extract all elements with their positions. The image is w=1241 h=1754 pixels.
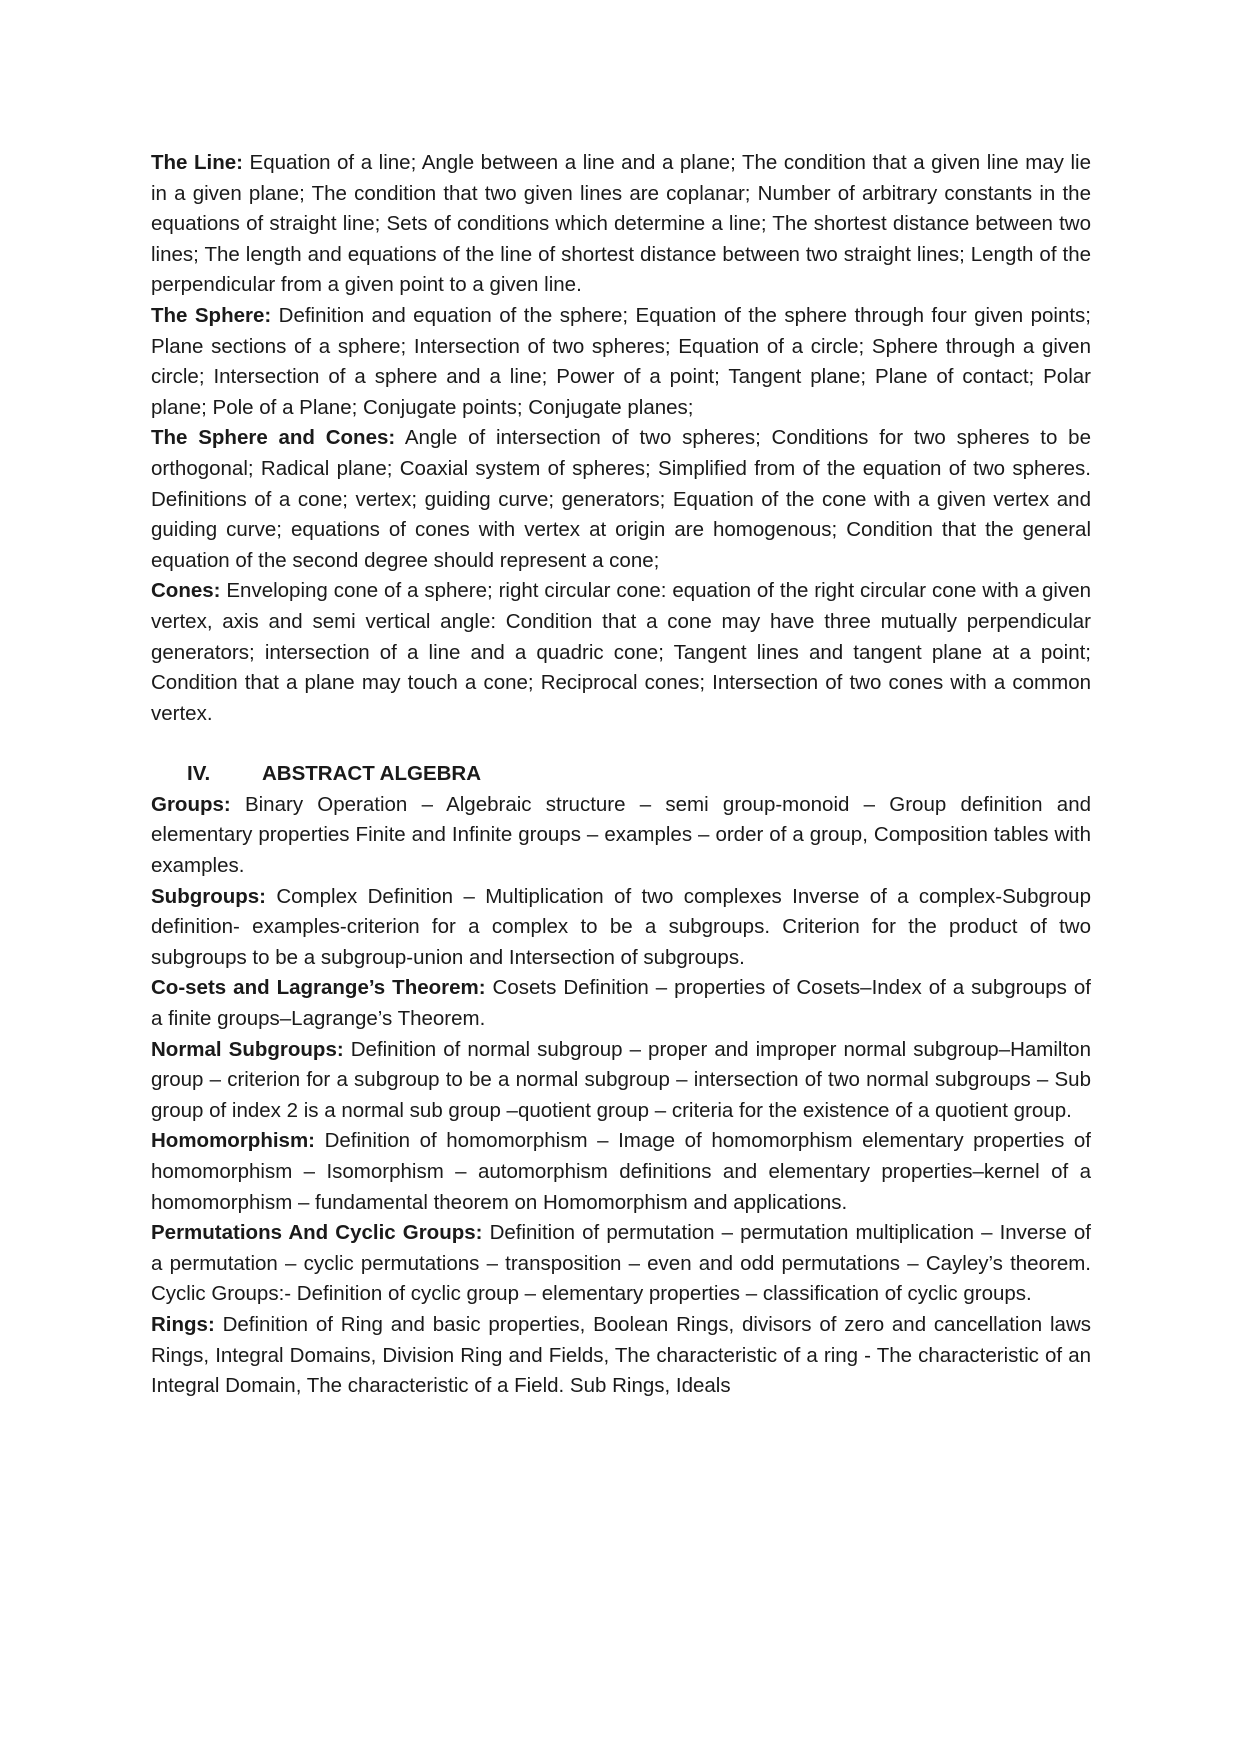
paragraph-text: Definition of permutation – permutation multiplication – Inverse of a permutation – cyclic permutations – transposition – even and odd permutations – Cayley’s theorem. Cyclic Groups:- Definition of cyclic group – elementary properties – classification of cyclic groups. — [151, 1221, 1091, 1306]
section-number: IV. — [187, 762, 211, 786]
paragraph-heading: The Line: — [151, 151, 243, 174]
paragraph-heading: The Sphere and Cones: — [151, 426, 396, 450]
paragraph-rings — [151, 1310, 1091, 1402]
paragraph-the-sphere — [151, 301, 1091, 423]
paragraph-text: Binary Operation – Algebraic structure – semi group-monoid – Group definition and elementary properties Finite and Infinite groups – examples – order of a group, Composition tables with examples. — [151, 792, 1091, 878]
paragraph-text: Angle of intersection of two spheres; Conditions for two spheres to be orthogonal; Radical plane; Coaxial system of spheres; Simplified from of the equation of two spheres. Definitions of a cone; vertex; guiding curve; generators; Equation of the cone with a given vertex and guiding curve; equations of cones with vertex at origin are homogenous; Condition that the general equation of the second degree should represent a cone; — [151, 426, 1091, 572]
paragraph-cosets — [151, 973, 1091, 1034]
paragraph-cones — [151, 576, 1091, 729]
paragraph-groups — [151, 790, 1091, 882]
paragraph-heading: Co-sets and Lagrange’s Theorem: — [151, 976, 486, 1000]
paragraph-homomorphism — [151, 1126, 1091, 1218]
paragraph-text: Definition of homomorphism – Image of homomorphism elementary properties of homomorphism – Isomorphism – automorphism definitions and elementary properties–kernel of a homomorphism – fundamental theorem on Homomorphism and applications. — [151, 1129, 1091, 1214]
document-page — [151, 148, 1091, 1402]
paragraph-heading: Normal Subgroups: — [151, 1037, 344, 1061]
paragraph-heading: Subgroups: — [151, 884, 267, 908]
paragraph-text: Definition and equation of the sphere; Equation of the sphere through four given points; Plane sections of a sphere; Intersection of two spheres; Equation of a circle; Sphere through a given circle; Intersection of a sphere and a line; Power of a point; Tangent plane; Plane of contact; Polar plane; Pole of a Plane; Conjugate points; Conjugate planes; — [151, 303, 1091, 419]
paragraph-heading: Homomorphism: — [151, 1129, 315, 1153]
paragraph-heading: Rings: — [151, 1312, 215, 1336]
paragraph-the-line — [151, 148, 1091, 301]
paragraph-subgroups — [151, 882, 1091, 974]
section-title: ABSTRACT ALGEBRA — [262, 762, 482, 786]
paragraph-text: Complex Definition – Multiplication of two complexes Inverse of a complex-Subgroup definition- examples-criterion for a complex to be a subgroups. Criterion for the product of two subgroups to be a subgroup-union and Intersection of subgroups. — [151, 884, 1091, 969]
paragraph-text: Cosets Definition – properties of Cosets–Index of a subgroups of a finite groups–Lagrange’s Theorem. — [151, 976, 1091, 1031]
paragraph-permutations — [151, 1218, 1091, 1310]
paragraph-text: Enveloping cone of a sphere; right circular cone: equation of the right circular cone with a given vertex, axis and semi vertical angle: Condition that a cone may have three mutually perpendicular generators; intersection of a line and a quadric cone; Tangent lines and tangent plane at a point; Condition that a plane may touch a cone; Reciprocal cones; Intersection of two cones with a common vertex. — [151, 579, 1091, 725]
paragraph-heading: Permutations And Cyclic Groups: — [151, 1221, 483, 1245]
paragraph-heading: Cones: — [151, 579, 221, 603]
paragraph-sphere-and-cones — [151, 423, 1091, 576]
paragraph-text: Definition of normal subgroup – proper and improper normal subgroup–Hamilton group – criterion for a subgroup to be a normal subgroup – intersection of two normal subgroups – Sub group of index 2 is a normal sub group –quotient group – criteria for the existence of a quotient group. — [151, 1037, 1091, 1122]
paragraph-heading: Groups: — [151, 792, 231, 816]
paragraph-text: Definition of Ring and basic properties, Boolean Rings, divisors of zero and cancellation laws Rings, Integral Domains, Division Ring and Fields, The characteristic of a ring - The characteristic of an Integral Domain, The characteristic of a Field. Sub Rings, Ideals — [151, 1312, 1091, 1398]
paragraph-heading: The Sphere: — [151, 303, 272, 327]
paragraph-text: Equation of a line; Angle between a line and a plane; The condition that a given line may lie in a given plane; The condition that two given lines are coplanar; Number of arbitrary constants in the equations of straight line; Sets of conditions which determine a line; The shortest distance between two lines; The length and equations of the line of shortest distance between two straight lines; Length of the perpendicular from a given point to a given line. — [151, 151, 1092, 297]
section-heading — [151, 759, 1091, 790]
paragraph-normal-subgroups — [151, 1035, 1091, 1127]
